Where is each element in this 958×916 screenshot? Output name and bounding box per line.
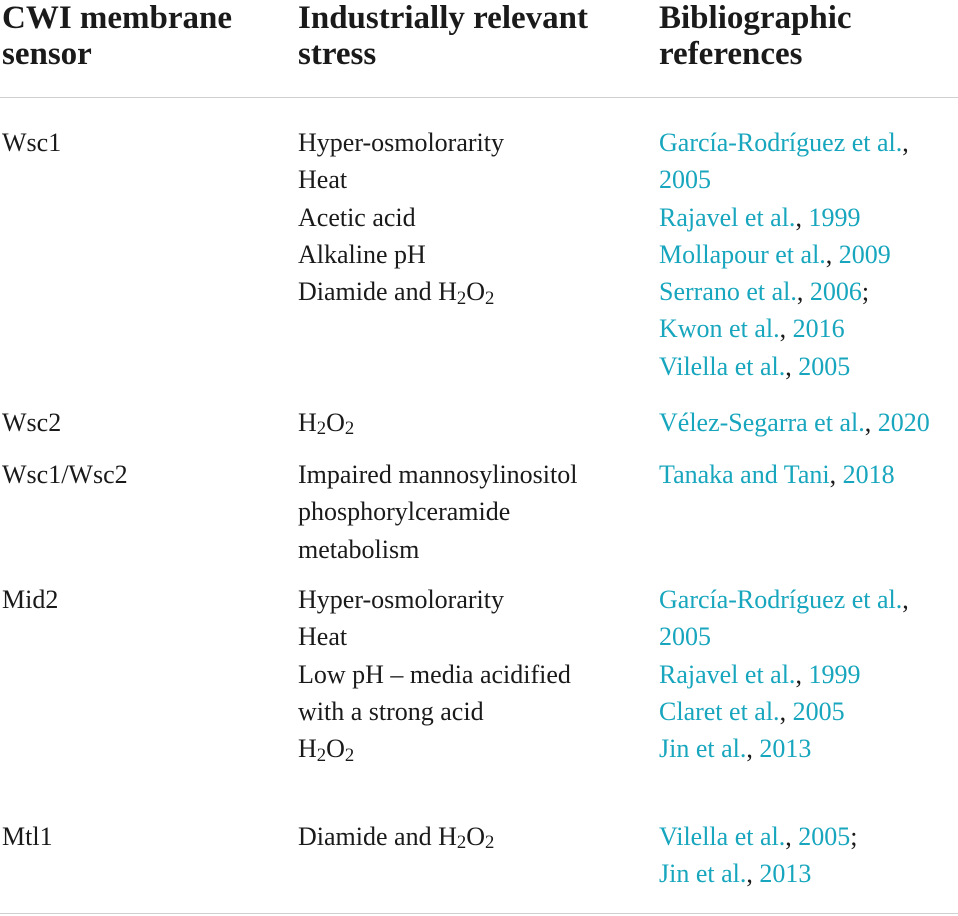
- reference-line: [659, 693, 909, 730]
- subscript: 2: [344, 744, 355, 766]
- subscript: 2: [484, 832, 495, 854]
- references-cell: [659, 581, 909, 767]
- reference-link[interactable]: Claret et al.: [659, 696, 780, 726]
- stress-line: [298, 404, 354, 441]
- reference-link[interactable]: Serrano et al.: [659, 277, 797, 307]
- sensor-name: Mtl1: [2, 822, 53, 851]
- reference-separator: ,: [864, 408, 878, 437]
- stress-text: O: [466, 822, 485, 851]
- reference-year-link[interactable]: 1999: [808, 202, 861, 232]
- stress-line: [298, 236, 504, 273]
- reference-year-link[interactable]: 2005: [659, 622, 711, 652]
- stress-text: Low pH – media acidified: [298, 659, 571, 689]
- sensor-cell: [2, 456, 128, 493]
- reference-separator: ,: [795, 202, 809, 232]
- reference-separator: ,: [795, 659, 809, 689]
- reference-separator: ;: [850, 822, 858, 851]
- table-header: [0, 0, 958, 98]
- subscript: 2: [316, 744, 327, 766]
- stress-text: H: [298, 734, 317, 764]
- stress-line: [298, 581, 571, 618]
- stress-cell: [298, 404, 354, 441]
- stress-line: [298, 531, 577, 568]
- reference-line: [659, 236, 909, 273]
- reference-separator: ,: [746, 734, 760, 764]
- stress-text: Hyper-osmolorarity: [298, 128, 504, 157]
- reference-separator: ,: [829, 460, 843, 489]
- header-text: stress: [298, 36, 377, 72]
- stress-text: Impaired mannosylinositol: [298, 460, 578, 489]
- reference-link[interactable]: García-Rodríguez et al.: [659, 585, 903, 614]
- reference-line: [659, 818, 857, 855]
- sensor-name: Wsc2: [2, 408, 62, 437]
- references-cell: [659, 124, 909, 385]
- reference-line: [659, 199, 909, 236]
- stress-text: Heat: [298, 165, 348, 195]
- reference-link[interactable]: Vilella et al.: [659, 822, 786, 851]
- reference-separator: ,: [796, 277, 810, 307]
- subscript: 2: [456, 287, 467, 309]
- reference-separator: ,: [779, 696, 793, 726]
- stress-line: [298, 818, 494, 855]
- subscript: 2: [456, 832, 467, 854]
- stress-text: O: [326, 734, 345, 764]
- stress-cell: [298, 456, 577, 568]
- reference-separator: ,: [785, 822, 799, 851]
- reference-line: [659, 581, 909, 618]
- reference-year-link[interactable]: 2005: [798, 822, 851, 851]
- stress-text: Acetic acid: [298, 202, 416, 232]
- stress-line: [298, 124, 504, 161]
- stress-line: [298, 618, 571, 655]
- reference-link[interactable]: Jin et al.: [659, 859, 747, 889]
- header-bibliographic-references: [659, 0, 852, 72]
- stress-line: [298, 730, 571, 767]
- sensor-name: Wsc1: [2, 128, 62, 157]
- reference-line: [659, 273, 909, 310]
- stress-text: Heat: [298, 622, 348, 652]
- reference-link[interactable]: Vélez-Segarra et al.: [659, 408, 865, 437]
- stress-line: [298, 273, 504, 310]
- stress-text: phosphorylceramide: [298, 497, 511, 527]
- stress-text: O: [326, 408, 345, 437]
- reference-link[interactable]: García-Rodríguez et al.: [659, 128, 903, 157]
- stress-text: with a strong acid: [298, 696, 484, 726]
- sensor-cell: [2, 404, 61, 441]
- reference-link[interactable]: Tanaka and Tani: [659, 460, 830, 489]
- sensor-cell: [2, 124, 61, 161]
- reference-line: [659, 404, 930, 441]
- reference-separator: ,: [825, 239, 839, 269]
- reference-year-link[interactable]: 2005: [792, 696, 845, 726]
- stress-text: Hyper-osmolorarity: [298, 585, 504, 614]
- reference-year-link[interactable]: 2009: [838, 239, 891, 269]
- reference-year-link[interactable]: 2013: [759, 859, 812, 889]
- reference-line: [659, 348, 909, 385]
- header-text: references: [659, 36, 803, 72]
- stress-text: Diamide and H: [298, 822, 457, 851]
- reference-year-link[interactable]: 1999: [808, 659, 861, 689]
- stress-line: [298, 199, 504, 236]
- reference-link[interactable]: Kwon et al.: [659, 314, 780, 344]
- sensor-name: Mid2: [2, 585, 59, 614]
- reference-line: [659, 618, 909, 655]
- stress-text: Diamide and H: [298, 277, 457, 307]
- stress-text: O: [466, 277, 485, 307]
- reference-line: [659, 656, 909, 693]
- reference-link[interactable]: Vilella et al.: [659, 351, 786, 381]
- references-cell: [659, 818, 857, 893]
- stress-text: H: [298, 408, 317, 437]
- sensor-cell: [2, 581, 58, 618]
- reference-separator: ,: [785, 351, 799, 381]
- references-cell: [659, 456, 895, 493]
- reference-separator: ;: [861, 277, 870, 307]
- reference-year-link[interactable]: 2005: [798, 351, 851, 381]
- reference-year-link[interactable]: 2013: [759, 734, 812, 764]
- stress-cell: [298, 818, 494, 855]
- header-text: Bibliographic: [659, 0, 852, 36]
- references-cell: [659, 404, 930, 441]
- sensor-name: Wsc1/Wsc2: [2, 460, 128, 489]
- header-text: Industrially relevant: [298, 0, 588, 36]
- header-text: sensor: [2, 36, 92, 72]
- reference-separator: ,: [902, 585, 909, 614]
- reference-line: [659, 310, 909, 347]
- stress-line: [298, 456, 577, 493]
- reference-line: [659, 855, 857, 892]
- reference-separator: ,: [779, 314, 793, 344]
- reference-year-link[interactable]: 2006: [809, 277, 862, 307]
- sensor-cell: [2, 818, 53, 855]
- stress-cell: [298, 124, 504, 310]
- reference-line: [659, 124, 909, 161]
- stress-text: Alkaline pH: [298, 239, 426, 269]
- reference-year-link[interactable]: 2018: [842, 460, 895, 489]
- reference-year-link[interactable]: 2005: [659, 165, 711, 195]
- stress-line: [298, 656, 571, 693]
- reference-separator: ,: [746, 859, 760, 889]
- stress-text: metabolism: [298, 534, 420, 564]
- stress-line: [298, 161, 504, 198]
- reference-link[interactable]: Rajavel et al.: [659, 659, 796, 689]
- subscript: 2: [484, 287, 495, 309]
- stress-line: [298, 693, 571, 730]
- stress-line: [298, 493, 577, 530]
- reference-line: [659, 456, 895, 493]
- subscript: 2: [316, 418, 327, 440]
- reference-year-link[interactable]: 2016: [792, 314, 845, 344]
- stress-cell: [298, 581, 571, 767]
- reference-line: [659, 161, 909, 198]
- reference-link[interactable]: Mollapour et al.: [659, 239, 826, 269]
- bottom-divider: [0, 913, 958, 914]
- header-cwi-membrane-sensor: [2, 0, 232, 72]
- reference-separator: ,: [902, 128, 909, 157]
- header-text: CWI membrane: [2, 0, 233, 36]
- reference-line: [659, 730, 909, 767]
- header-industrially-relevant-stress: [298, 0, 588, 72]
- reference-year-link[interactable]: 2020: [877, 408, 930, 437]
- reference-link[interactable]: Rajavel et al.: [659, 202, 796, 232]
- reference-link[interactable]: Jin et al.: [659, 734, 747, 764]
- subscript: 2: [344, 418, 355, 440]
